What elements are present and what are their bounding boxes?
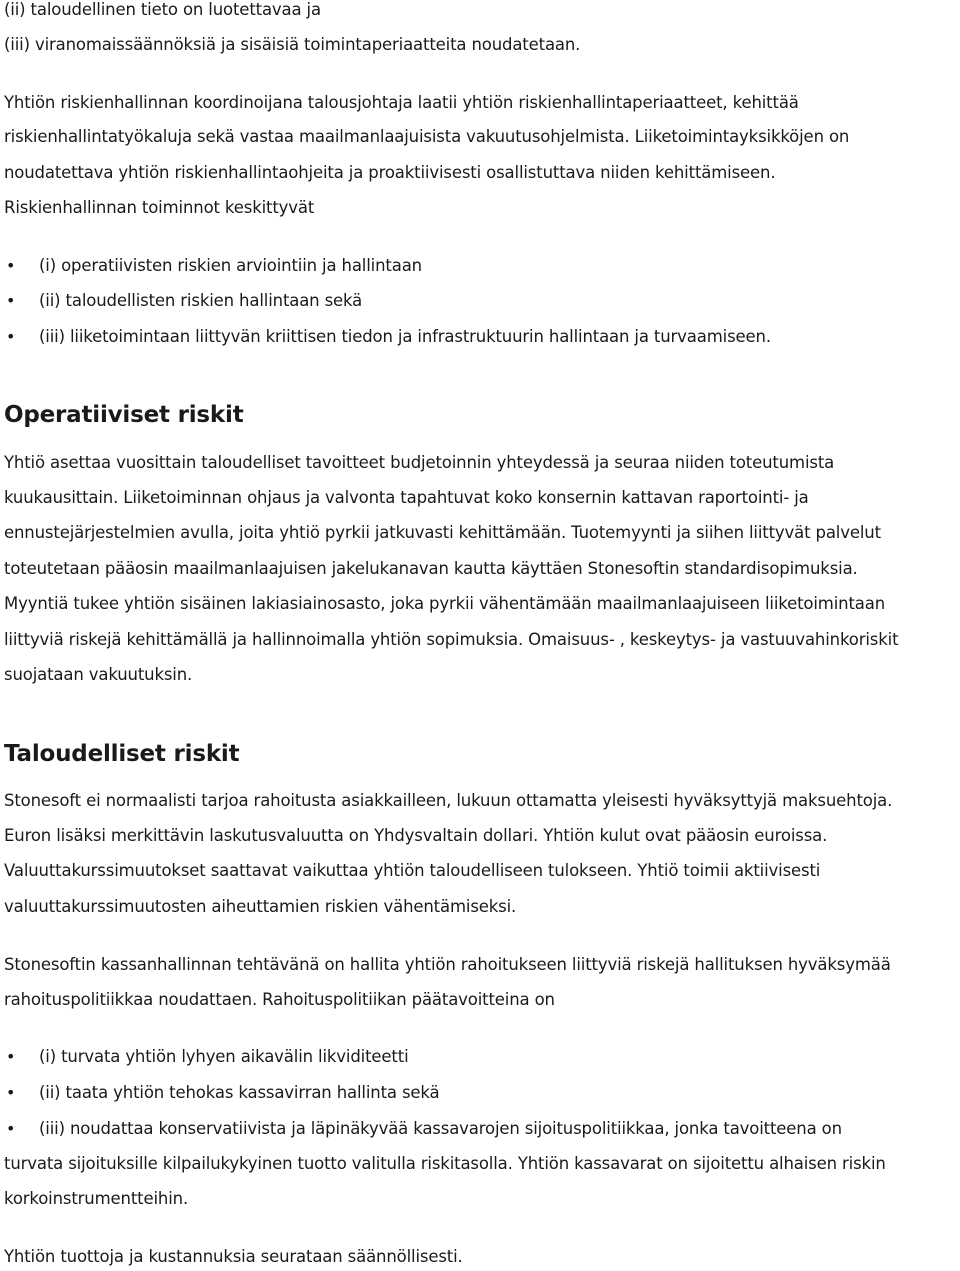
bullet-marker: •	[6, 1083, 16, 1102]
paragraph-line: Stonesoftin kassanhallinnan tehtävänä on hallita yhtiön rahoitukseen liittyviä riskejä hallituksen hyväksymää	[4, 955, 891, 974]
paragraph-line: turvata sijoituksille kilpailukykyinen tuotto valitulla riskitasolla. Yhtiön kassavarat on sijoitettu alhaisen riskin	[4, 1154, 886, 1173]
paragraph-line: toteutetaan pääosin maailmanlaajuisen jakelukanavan kautta käyttäen Stonesoftin standardisopimuksia.	[4, 559, 858, 578]
section-heading-financial-risks: Taloudelliset riskit	[4, 741, 240, 767]
section-heading-operational-risks: Operatiiviset riskit	[4, 402, 244, 428]
paragraph-line: riskienhallintatyökaluja sekä vastaa maailmanlaajuisista vakuutusohjelmista. Liiketoimintayksikköjen on	[4, 127, 850, 146]
paragraph-line: ennustejärjestelmien avulla, joita yhtiö pyrkii jatkuvasti kehittämään. Tuotemyynti ja siihen liittyvät palvelut	[4, 523, 881, 542]
paragraph-line: Myyntiä tukee yhtiön sisäinen lakiasiainosasto, joka pyrkii vähentämään maailmanlaajuiseen liiketoimintaan	[4, 594, 885, 613]
bullet-marker: •	[6, 327, 16, 346]
bullet-item: (i) operatiivisten riskien arviointiin ja hallintaan	[39, 256, 422, 275]
closing-line: Yhtiön tuottoja ja kustannuksia seurataan säännöllisesti.	[4, 1247, 463, 1266]
bullet-item: (iii) liiketoimintaan liittyvän kriittisen tiedon ja infrastruktuurin hallintaan ja turvaamiseen.	[39, 327, 771, 346]
bullet-item: (ii) taloudellisten riskien hallintaan sekä	[39, 291, 363, 310]
bullet-item: (iii) noudattaa konservatiivista ja läpinäkyvää kassavarojen sijoituspolitiikkaa, jonka tavoitteena on	[39, 1119, 842, 1138]
intro-line: (ii) taloudellinen tieto on luotettavaa ja	[4, 0, 321, 19]
bullet-item: (ii) taata yhtiön tehokas kassavirran hallinta sekä	[39, 1083, 440, 1102]
paragraph-line: suojataan vakuutuksin.	[4, 665, 193, 684]
paragraph-line: rahoituspolitiikkaa noudattaen. Rahoituspolitiikan päätavoitteina on	[4, 990, 555, 1009]
paragraph-line: Euron lisäksi merkittävin laskutusvaluutta on Yhdysvaltain dollari. Yhtiön kulut ovat pääosin euroissa.	[4, 826, 828, 845]
bullet-marker: •	[6, 1047, 16, 1066]
bullet-marker: •	[6, 1119, 16, 1138]
paragraph-line: korkoinstrumentteihin.	[4, 1189, 189, 1208]
paragraph-line: Yhtiö asettaa vuosittain taloudelliset tavoitteet budjetoinnin yhteydessä ja seuraa niiden toteutumista	[4, 453, 835, 472]
paragraph-line: Riskienhallinnan toiminnot keskittyvät	[4, 198, 315, 217]
paragraph-line: liittyviä riskejä kehittämällä ja hallinnoimalla yhtiön sopimuksia. Omaisuus- , keskeytys- ja vastuuvahinkoriskit	[4, 630, 899, 649]
bullet-marker: •	[6, 291, 16, 310]
paragraph-line: kuukausittain. Liiketoiminnan ohjaus ja valvonta tapahtuvat koko konsernin kattavan raportointi- ja	[4, 488, 809, 507]
paragraph-line: Stonesoft ei normaalisti tarjoa rahoitusta asiakkailleen, lukuun ottamatta yleisesti hyväksyttyjä maksuehtoja.	[4, 791, 893, 810]
paragraph-line: Valuuttakurssimuutokset saattavat vaikuttaa yhtiön taloudelliseen tulokseen. Yhtiö toimii aktiivisesti	[4, 861, 821, 880]
paragraph-line: Yhtiön riskienhallinnan koordinoijana talousjohtaja laatii yhtiön riskienhallintaperiaatteet, kehittää	[4, 93, 799, 112]
intro-line: (iii) viranomaissäännöksiä ja sisäisiä toimintaperiaatteita noudatetaan.	[4, 35, 581, 54]
bullet-item: (i) turvata yhtiön lyhyen aikavälin likviditeetti	[39, 1047, 409, 1066]
paragraph-line: valuuttakurssimuutosten aiheuttamien riskien vähentämiseksi.	[4, 897, 517, 916]
bullet-marker: •	[6, 256, 16, 275]
paragraph-line: noudatettava yhtiön riskienhallintaohjeita ja proaktiivisesti osallistuttava niiden kehittämiseen.	[4, 163, 776, 182]
